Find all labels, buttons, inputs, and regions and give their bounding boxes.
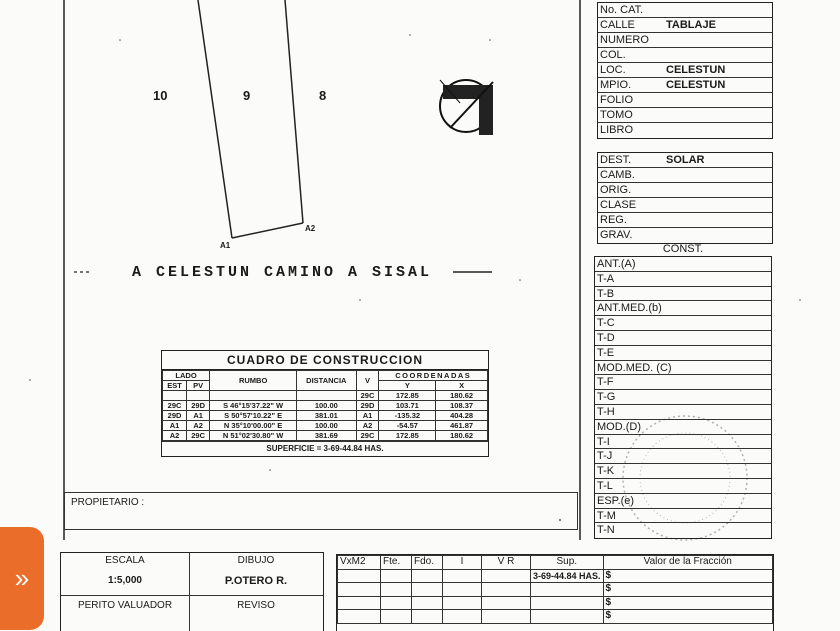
owner-label: PROPIETARIO :: [71, 497, 145, 508]
table-cell: Sup.: [531, 556, 604, 570]
table-row: [338, 596, 773, 610]
table-cell: [482, 569, 531, 583]
form-row: REG.: [598, 213, 772, 228]
north-arrow-icon: [440, 80, 493, 135]
col-header: X: [436, 381, 488, 391]
table-cell: 461.87: [436, 421, 488, 431]
table-cell: 108.37: [436, 401, 488, 411]
table-cell: 404.28: [436, 411, 488, 421]
table-cell: A2: [187, 421, 210, 431]
scale-drawing-box: [60, 552, 324, 631]
table-cell: S 50°57'10.22" E: [210, 411, 297, 421]
table-cell: [381, 596, 412, 610]
table-cell: 100.00: [297, 421, 356, 431]
table-cell: 29C: [163, 401, 187, 411]
const-row: T-J: [595, 449, 771, 464]
table-cell: [297, 391, 356, 401]
owner-field: [64, 492, 578, 530]
table-cell: 3-69-44.84 HAS.: [531, 569, 604, 583]
table-cell: [443, 610, 482, 624]
table-cell: N 51°02'30.80" W: [210, 431, 297, 441]
table-cell: [412, 610, 443, 624]
table-row: [163, 421, 488, 431]
lot-boundary-east: [285, 0, 303, 223]
table-cell: [381, 583, 412, 597]
cadastral-form: [597, 2, 773, 139]
const-row: T-K: [595, 464, 771, 479]
table-cell: 172.85: [379, 391, 436, 401]
double-chevron-right-icon: »: [14, 563, 30, 593]
table-cell: -135.32: [379, 411, 436, 421]
table-cell: -54.57: [379, 421, 436, 431]
const-row: ANT.(A): [595, 257, 771, 272]
table-cell: $: [603, 569, 772, 583]
col-header: COORDENADAS: [379, 371, 488, 381]
table-cell: [531, 583, 604, 597]
table-cell: [443, 596, 482, 610]
table-cell: $: [603, 610, 772, 624]
next-page-button[interactable]: [0, 527, 44, 630]
const-row: T-N: [597, 524, 615, 537]
table-cell: V R: [482, 556, 531, 570]
table-cell: 29D: [356, 401, 379, 411]
table-row: [163, 401, 488, 411]
table-cell: 172.85: [379, 431, 436, 441]
table-cell: A1: [187, 411, 210, 421]
table-row: [163, 391, 488, 401]
table-cell: 180.62: [436, 391, 488, 401]
lot-number: 10: [153, 88, 168, 103]
point-label: A1: [220, 241, 231, 250]
table-cell: [381, 610, 412, 624]
const-row: T-I: [595, 435, 771, 450]
const-row: T-M: [595, 509, 771, 524]
table-cell: [412, 596, 443, 610]
table-cell: N 35°10'00.00" E: [210, 421, 297, 431]
appraiser-label: PERITO VALUADOR: [77, 600, 173, 611]
reviewed-label: REVISO: [237, 600, 275, 611]
destination-form: [597, 152, 773, 244]
construction-table: [161, 350, 489, 457]
construction-list: [594, 243, 772, 539]
form-row: ORIG.: [598, 183, 772, 198]
table-cell: A2: [163, 431, 187, 441]
const-row: T-H: [595, 405, 771, 420]
table-cell: [381, 569, 412, 583]
form-row: CLASE: [598, 198, 772, 213]
table-cell: S 46°15'37.22" W: [210, 401, 297, 411]
form-row: COL.: [598, 48, 772, 63]
table-cell: [443, 569, 482, 583]
const-row: T-L: [595, 479, 771, 494]
form-row: CALLE TABLAJE: [598, 18, 772, 33]
table-cell: [210, 391, 297, 401]
table-cell: [443, 583, 482, 597]
table-cell: [531, 596, 604, 610]
table-cell: A1: [356, 411, 379, 421]
const-row: T-A: [595, 272, 771, 287]
table-cell: [412, 569, 443, 583]
table-cell: VxM2: [338, 556, 381, 570]
table-cell: 29D: [163, 411, 187, 421]
table-cell: [163, 391, 187, 401]
table-cell: A1: [163, 421, 187, 431]
table-row: [338, 610, 773, 624]
table-cell: [338, 583, 381, 597]
col-header: EST: [163, 381, 187, 391]
valuation-table: [336, 554, 774, 631]
scale-label: ESCALA: [105, 555, 145, 566]
const-row: T-C: [595, 316, 771, 331]
table-cell: 29C: [356, 431, 379, 441]
col-header: DISTANCIA: [297, 371, 356, 391]
table-cell: 103.71: [379, 401, 436, 411]
lot-boundary-west: [198, 0, 232, 238]
const-row: ESP.(e): [595, 494, 771, 509]
lot-number: 8: [319, 88, 327, 103]
table-cell: [482, 610, 531, 624]
table-cell: [531, 610, 604, 624]
table-cell: 180.62: [436, 431, 488, 441]
const-row: MOD.MED. (C): [595, 361, 771, 376]
lot-number: 9: [243, 88, 251, 103]
table-row: [338, 583, 773, 597]
table-cell: $: [603, 583, 772, 597]
col-header: RUMBO: [210, 371, 297, 391]
lot-boundary-south: [232, 223, 303, 238]
col-header: V: [356, 371, 379, 391]
table-cell: Valor de la Fracción: [603, 556, 772, 570]
table-cell: [338, 569, 381, 583]
drawing-value: P.OTERO R.: [224, 575, 288, 587]
table-cell: [187, 391, 210, 401]
road-label: A CELESTUN CAMINO A SISAL: [132, 264, 433, 281]
const-row: T-E: [595, 346, 771, 361]
table-row: [338, 569, 773, 583]
table-cell: 29D: [187, 401, 210, 411]
table-cell: Fdo.: [412, 556, 443, 570]
form-row: CAMB.: [598, 168, 772, 183]
const-row: ANT.MED.(b): [595, 301, 771, 316]
table-header-row: [338, 556, 773, 570]
form-row: TOMO: [598, 108, 772, 123]
form-row: LIBRO: [600, 124, 634, 136]
table-row: [163, 431, 488, 441]
table-cell: A2: [356, 421, 379, 431]
form-row: LOC. CELESTUN: [598, 63, 772, 78]
form-row: DEST. SOLAR: [598, 153, 772, 168]
form-row: GRAV.: [600, 229, 633, 241]
const-row: MOD.(D): [595, 420, 771, 435]
table-cell: I: [443, 556, 482, 570]
col-header: LADO: [163, 371, 210, 381]
table-cell: [482, 583, 531, 597]
form-row: MPIO. CELESTUN: [598, 78, 772, 93]
const-row: T-D: [595, 331, 771, 346]
const-row: T-B: [595, 287, 771, 302]
scale-value: 1:5,000: [108, 575, 142, 586]
const-row: T-F: [595, 375, 771, 390]
const-row: T-G: [595, 390, 771, 405]
surface-total: SUPERFICIE = 3-69-44.84 HAS.: [162, 441, 488, 456]
table-cell: [338, 610, 381, 624]
form-row: No. CAT.: [598, 3, 772, 18]
table-cell: [338, 596, 381, 610]
const-header: CONST.: [662, 243, 704, 255]
table-cell: 29C: [356, 391, 379, 401]
table-title: CUADRO DE CONSTRUCCION: [162, 351, 488, 370]
form-row: FOLIO: [598, 93, 772, 108]
col-header: PV: [187, 381, 210, 391]
table-cell: 29C: [187, 431, 210, 441]
table-row: [163, 411, 488, 421]
table-cell: 381.69: [297, 431, 356, 441]
table-cell: Fte.: [381, 556, 412, 570]
col-header: Y: [379, 381, 436, 391]
table-cell: 100.00: [297, 401, 356, 411]
table-cell: 381.01: [297, 411, 356, 421]
table-cell: $: [603, 596, 772, 610]
drawing-label: DIBUJO: [237, 555, 275, 566]
table-cell: [482, 596, 531, 610]
table-cell: [412, 583, 443, 597]
point-label: A2: [305, 224, 316, 233]
form-row: NUMERO: [598, 33, 772, 48]
